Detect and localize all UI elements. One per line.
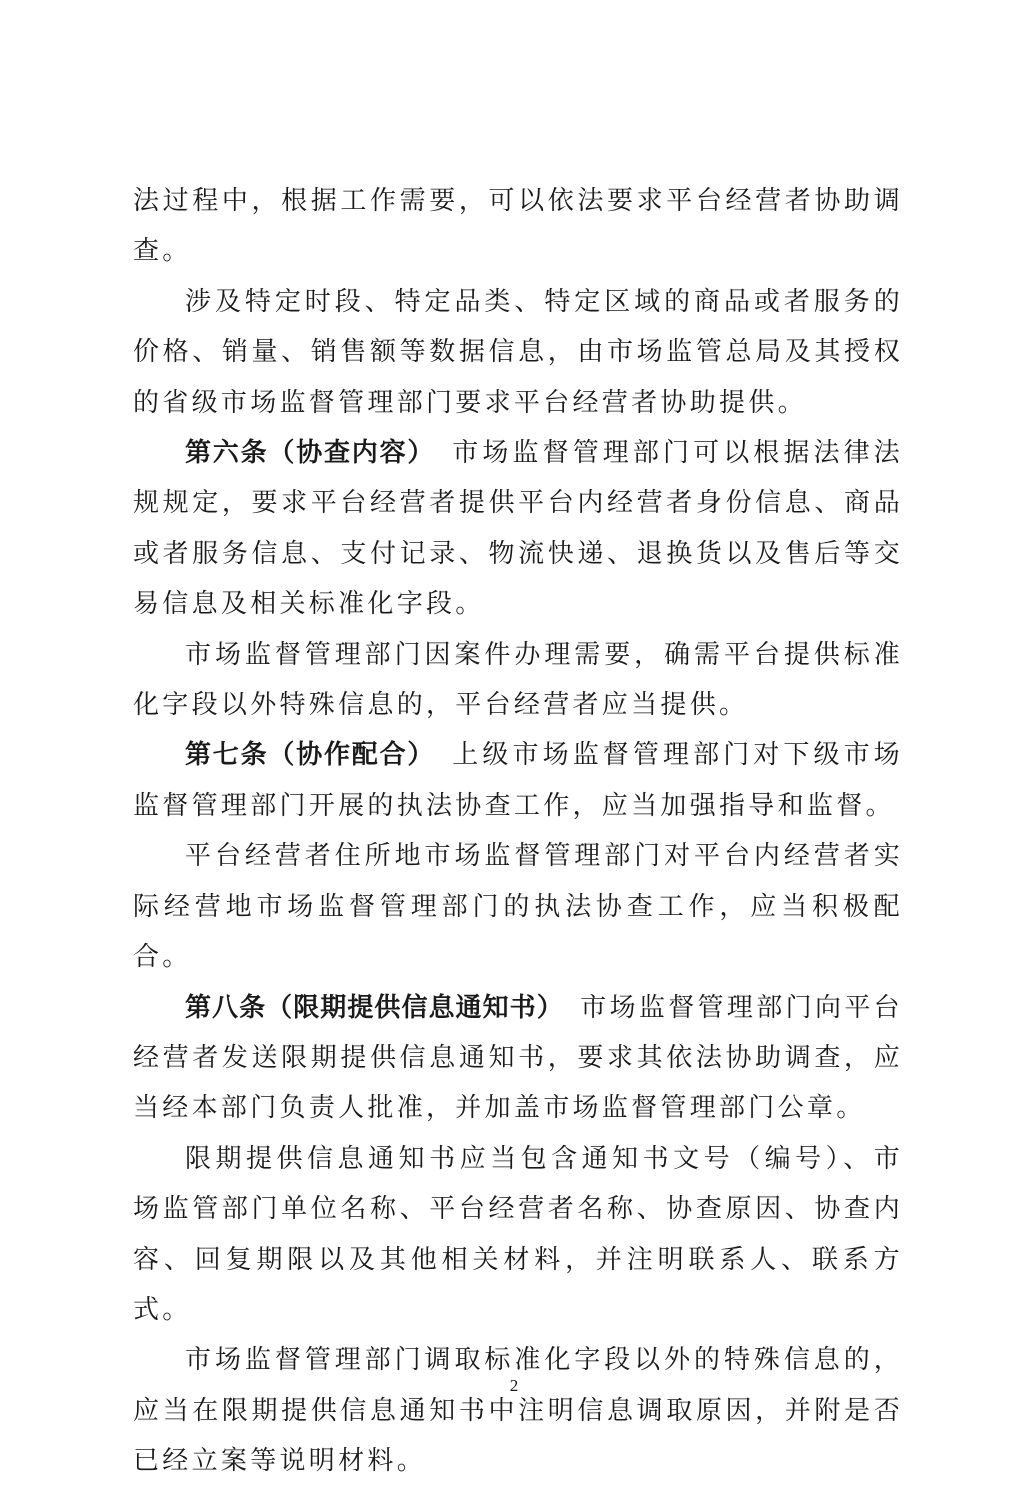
article-7-heading: 第七条（协作配合） [185,740,423,771]
paragraph-text: 涉及特定时段、特定品类、特定区域的商品或者服务的价格、销量、销售额等数据信息，由市场监管总局及其授权的省级市场监督管理部门要求平台经营者协助提供。 [133,286,903,418]
paragraph-9 [133,1335,903,1486]
paragraph-2 [133,277,903,428]
paragraph-text: 市场监督管理部门可以根据法律法规规定，要求平台经营者提供平台内经营者身份信息、商品或者服务信息、支付记录、物流快递、退换货以及售后等交易信息及相关标准化字段。 [133,438,903,620]
article-8-heading: 第八条（限期提供信息通知书） [185,992,551,1023]
article-6-heading: 第六条（协查内容） [185,438,423,469]
document-body [133,176,903,1487]
paragraph-6 [133,831,903,982]
paragraph-text: 市场监督管理部门向平台经营者发送限期提供信息通知书，要求其依法协助调查，应当经本部门负责人批准，并加盖市场监督管理部门公章。 [133,992,903,1124]
paragraph-text: 市场监督管理部门因案件办理需要，确需平台提供标准化字段以外特殊信息的，平台经营者应当提供。 [133,639,903,721]
paragraph-text: 限期提供信息通知书应当包含通知书文号（编号）、市场监管部门单位名称、平台经营者名称、协查原因、协查内容、回复期限以及其他相关材料，并注明联系人、联系方式。 [133,1143,903,1325]
article-8-paragraph [133,983,903,1134]
paragraph-text: 市场监督管理部门调取标准化字段以外的特殊信息的，应当在限期提供信息通知书中注明信息调取原因，并附是否已经立案等说明材料。 [133,1345,903,1477]
article-7-paragraph [133,730,903,831]
page-number: 2 [509,1376,519,1395]
paragraph-8 [133,1134,903,1336]
paragraph-text: 平台经营者住所地市场监督管理部门对平台内经营者实际经营地市场监督管理部门的执法协查工作，应当积极配合。 [133,841,903,973]
paragraph-text: 法过程中，根据工作需要，可以依法要求平台经营者协助调查。 [133,186,903,267]
paragraph-1 [133,176,903,277]
paragraph-4 [133,630,903,731]
paragraph-text: 上级市场监督管理部门对下级市场监督管理部门开展的执法协查工作，应当加强指导和监督。 [133,740,903,821]
article-6-paragraph [133,428,903,630]
